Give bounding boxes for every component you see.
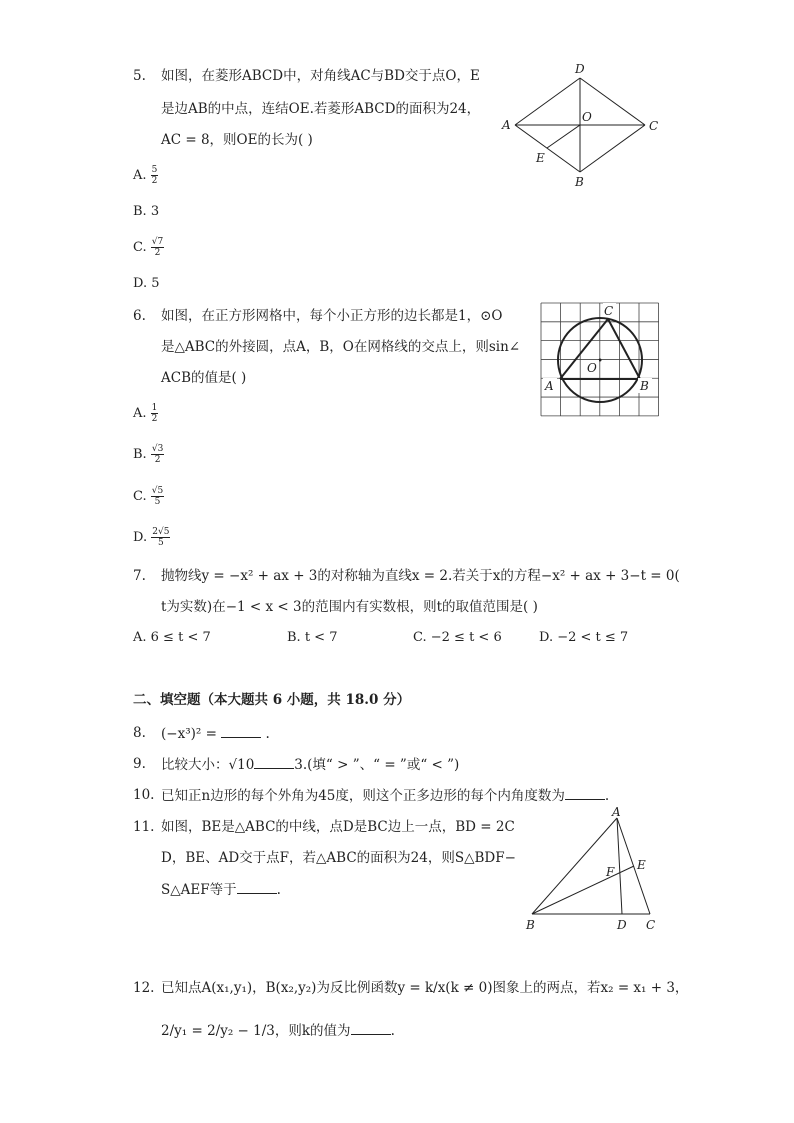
- q10-period: .: [604, 788, 610, 804]
- q6-option-d-label: D.: [133, 530, 148, 545]
- q5-option-a-fraction: [151, 165, 159, 186]
- q5-option-b-label: B.: [133, 204, 147, 219]
- q6-option-c-label: C.: [133, 489, 147, 504]
- q5-option-a-numerator: 5: [151, 165, 158, 175]
- q7-text-line1: 抛物线y = −x² + ax + 3的对称轴为直线x = 2.若关于x的方程−x² + ax + 3−t = 0(: [161, 568, 680, 584]
- label-c: C: [646, 918, 656, 932]
- q5-text-line2: 是边AB的中点，连结OE.若菱形ABCD的面积为24，: [161, 101, 481, 117]
- label-c: C: [604, 304, 614, 318]
- q5-option-a: [133, 165, 158, 186]
- segment-ac: [560, 319, 608, 379]
- segment-cb: [608, 319, 640, 379]
- q12-number: 12.: [133, 980, 155, 996]
- q11-line3-text: S△AEF等于: [161, 882, 237, 898]
- q6-option-c: [133, 486, 164, 507]
- q6-option-a-numerator: 1: [151, 403, 158, 413]
- q6-option-c-denominator: 5: [154, 497, 161, 507]
- label-b: B: [526, 918, 535, 932]
- q5-option-c-numerator: √7: [151, 237, 164, 247]
- q5-option-a-denominator: 2: [151, 176, 158, 186]
- label-b: B: [575, 175, 584, 189]
- q11-triangle-figure: [522, 806, 662, 934]
- q6-option-d-numerator: 2√5: [152, 527, 170, 537]
- q5-option-d: [133, 274, 160, 294]
- q11-period: .: [276, 882, 281, 898]
- q5-option-b: [133, 202, 159, 222]
- q5-text-line1: 如图，在菱形ABCD中，对角线AC与BD交于点O，E: [161, 68, 480, 84]
- q5-option-b-value: 3: [150, 204, 160, 219]
- q5-rhombus-figure: [495, 58, 670, 193]
- label-o: O: [587, 361, 597, 375]
- q9-answer-blank[interactable]: [254, 754, 294, 769]
- q5-option-a-label: A.: [133, 168, 147, 183]
- segment-oe: [547, 125, 580, 148]
- q11-text-line1: 如图，BE是△ABC的中线，点D是BC边上一点，BD = 2C: [161, 819, 515, 835]
- label-f: F: [606, 865, 615, 879]
- q5-text-line3: AC = 8，则OE的长为( ): [161, 132, 313, 148]
- q12-equation: 2/y₁ = 2/y₂ − 1/3，则k的值为: [161, 1023, 351, 1039]
- q9-suffix: 3.(填“ > ”、“ = ”或“ < ”): [294, 757, 460, 773]
- q7-option-b: B. t < 7: [287, 630, 338, 645]
- label-e: E: [536, 151, 545, 165]
- q8-expression: (−x³)² =: [161, 726, 217, 742]
- rhombus-side-cb: [580, 125, 645, 172]
- q10-answer-blank[interactable]: [565, 785, 605, 800]
- q6-text-line3: ACB的值是( ): [161, 370, 247, 386]
- section-heading-fill-in: 二、填空题（本大题共 6 小题，共 18.0 分）: [133, 692, 411, 708]
- q6-option-b-fraction: [151, 444, 164, 465]
- q6-option-a-denominator: 2: [151, 414, 158, 424]
- q8-period: .: [265, 726, 270, 742]
- q5-number: 5.: [133, 68, 146, 84]
- q8-text: [161, 723, 270, 744]
- q12-text-line1: 已知点A(x₁,y₁)，B(x₂,y₂)为反比例函数y = k/x(k ≠ 0)图象上的两点，若x₂ = x₁ + 3，: [161, 980, 689, 996]
- q6-option-b-denominator: 2: [154, 455, 161, 465]
- q11-text-line2: D，BE、AD交于点F，若△ABC的面积为24，则S△BDF−: [161, 850, 516, 866]
- q6-text-line2: 是△ABC的外接圆，点A，B，O在网格线的交点上，则sin∠: [161, 339, 521, 355]
- q7-option-a: A. 6 ≤ t < 7: [133, 630, 211, 645]
- q8-number: 8.: [133, 725, 146, 741]
- q7-option-d: D. −2 < t ≤ 7: [539, 630, 629, 645]
- q6-option-a-fraction: [151, 403, 159, 424]
- q11-answer-blank[interactable]: [237, 879, 277, 894]
- label-a: A: [545, 379, 554, 393]
- side-ab: [532, 818, 617, 914]
- q6-number: 6.: [133, 308, 146, 324]
- q5-option-c: [133, 237, 164, 258]
- q9-number: 9.: [133, 756, 146, 772]
- q10-statement: 已知正n边形的每个外角为45度，则这个正多边形的每个内角度数为: [161, 788, 565, 804]
- q9-prefix: 比较大小：√10: [161, 757, 255, 773]
- q10-number: 10.: [133, 787, 155, 803]
- q10-text: [161, 785, 609, 806]
- label-d: D: [617, 918, 627, 932]
- q6-option-d-fraction: [151, 527, 170, 548]
- label-d: D: [575, 62, 585, 76]
- label-e: E: [637, 858, 646, 872]
- q6-option-b-numerator: √3: [151, 444, 164, 454]
- q5-option-c-fraction: [151, 237, 164, 258]
- q5-option-d-label: D.: [133, 276, 148, 291]
- q7-option-c: C. −2 ≤ t < 6: [413, 630, 502, 645]
- q6-option-d: [133, 527, 170, 548]
- q6-option-b-label: B.: [133, 447, 147, 462]
- q5-option-d-value: 5: [151, 276, 160, 291]
- label-a: A: [502, 118, 511, 132]
- q11-number: 11.: [133, 819, 155, 835]
- segment-ad: [617, 818, 622, 914]
- q6-option-a-label: A.: [133, 406, 147, 421]
- q12-answer-blank[interactable]: [351, 1020, 391, 1035]
- label-b: B: [640, 379, 649, 393]
- q6-option-c-numerator: √5: [151, 486, 164, 496]
- q6-text-line1: 如图，在正方形网格中，每个小正方形的边长都是1，⊙O: [161, 308, 503, 324]
- q6-grid-figure: [540, 302, 660, 418]
- q9-text: [161, 754, 459, 775]
- q8-answer-blank[interactable]: [221, 723, 261, 738]
- q6-option-d-denominator: 5: [157, 538, 164, 548]
- q5-option-c-denominator: 2: [154, 248, 161, 258]
- q11-text-line3: [161, 879, 281, 900]
- median-be: [532, 866, 634, 914]
- label-o: O: [582, 110, 592, 124]
- q6-option-b: [133, 444, 164, 465]
- q12-text-line2: [161, 1020, 395, 1041]
- q5-option-c-label: C.: [133, 240, 147, 255]
- rhombus-side-ad: [515, 78, 580, 125]
- label-c: C: [649, 119, 659, 133]
- q6-option-a: [133, 403, 158, 424]
- q7-text-line2: t为实数)在−1 < x < 3的范围内有实数根，则t的取值范围是( ): [161, 599, 538, 615]
- q7-number: 7.: [133, 568, 146, 584]
- label-a: A: [612, 806, 621, 819]
- q12-period: .: [390, 1023, 395, 1039]
- q6-option-c-fraction: [151, 486, 164, 507]
